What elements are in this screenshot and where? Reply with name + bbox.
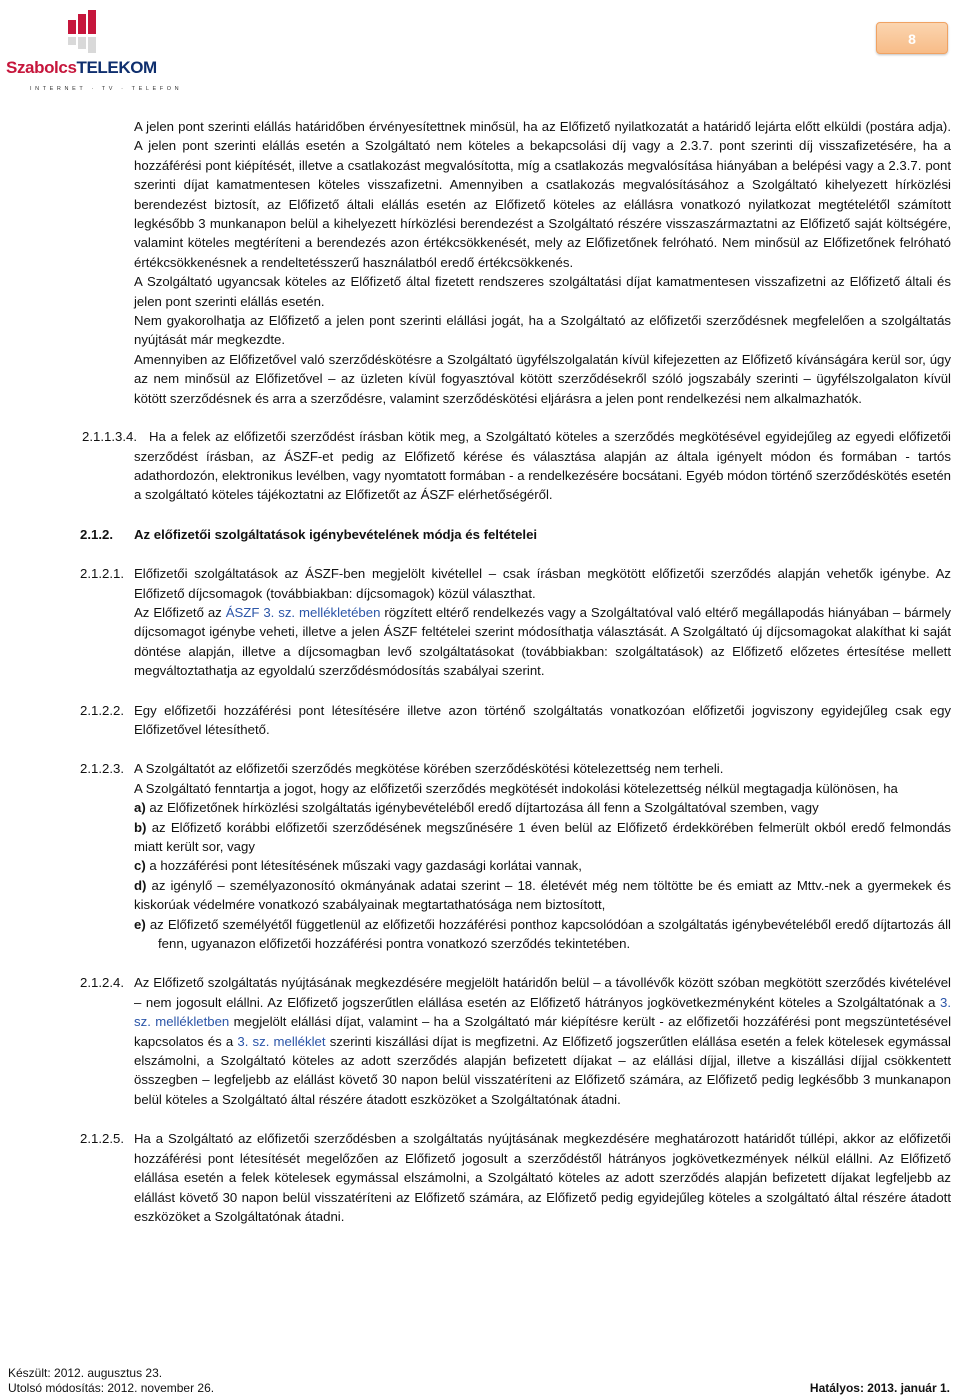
footer-effective: Hatályos: 2013. január 1. xyxy=(809,1381,950,1395)
section-text: Egy előfizetői hozzáférési pont létesítésére illetve azon történő szolgáltatás vonatkozóan előfizetői jogviszony egyidejűleg csak egy Előfizetővel létesíthető. xyxy=(134,702,951,737)
section-2-1-2-1 xyxy=(80,564,951,680)
intro-paragraph-1: A jelen pont szerinti elállás határidőben érvényesítettnek minősül, ha az Előfizető nyilatkozatát a határidő lejárta előtt elküldi (postára adja). A jelen pont szerinti elállás esetén a Szolgáltató nem köteles a bekapcsolási díj vagy a 2.3.7. pont szerinti díj visszafizetésére, ha a hozzáférési pont kiépítését, illetve a csatlakozást megvalósította, míg a csatlakozás megvalósítása hiányában a belépési vagy a 2.3.7. pont szerinti díjat kamatmentesen köteles visszafizetni. Amennyiben a csatlakozás megvalósításához a Szolgáltató kihelyezett hírközlési berendezést biztosít, az Előfizető általi elállás esetén az Előfizető köteles az elállásra vonatkozó nyilatkozat megtételétől számított legkésőbb 3 munkanapon belül a kihelyezett hírközlési berendezést a Szolgáltató részére visszaszármaztatni az Előfizető saját költségére, valamint köteles megtéríteni a berendezés azon értékcsökkenését, mely az Előfizetőnek felróható. Nem minősül az Előfizetőnek felróható értékcsökkenésnek a rendeltetésszerű használatból eredő értékcsökkenés. xyxy=(134,119,951,270)
logo-wordmark: SzabolcsTELEKOM xyxy=(6,58,157,77)
annex-3-link-2[interactable]: 3. sz. melléklet xyxy=(237,1033,326,1049)
document-body xyxy=(80,117,951,1226)
footer-created: Készült: 2012. augusztus 23. xyxy=(8,1366,163,1380)
section-number: 2.1.2. xyxy=(80,526,113,542)
section-intro: A Szolgáltató fenntartja a jogot, hogy az előfizetői szerződés megkötését indokolási kötelezettség nélkül megtagadja különösen, ha xyxy=(134,780,898,796)
section-text: Ha a felek az előfizetői szerződést írásban kötik meg, a Szolgáltató köteles a szerződés megkötésével egyidejűleg az egyedi előfizetői szerződést írásban, az ÁSZF-et pedig az Előfizető kérése és választása alapján az általa igényelt módon és formában - tartós adathordozón, elektronikus levélben, vagy nyomtatott formában - a rendelkezésére bocsátani. Egyéb módon történő szerződéskötés esetén a szolgáltató köteles tájékoztatni az Előfizetőt az ÁSZF elérhetőségéről. xyxy=(134,429,951,503)
list-item-d: d) az igénylő – személyazonosító okmányának adatai szerint – 18. életévét még nem töltötte be és emiatt az Mttv.-nek a gyermekek és kiskorúak védelmére vonatkozó szabályainak megtartathatósága nem biztosított, xyxy=(134,877,951,913)
section-2-1-2-3 xyxy=(80,759,951,953)
section-text: Az Előfizető szolgáltatás nyújtásának megkezdésére megjelölt határidőn belül – a távollévők között szóban megkötött szerződés kivételével – nem jogosult elállni. Az Előfizető jogszerűtlen elállása esetén az Előfizető hátrányos jogkövetkezményként köteles a Szolgáltatónak a 3. sz. mellékletben megjelölt elállási díjat, valamint – ha a Szolgáltató már kiépítésre került - az előfizetői hozzáférési pont megszüntetésével kapcsolatos és a 3. sz. melléklet szerinti kiszállási díjat is megfizetni. Az Előfizető jogszerűtlen elállása esetén a felek kötelesek egymással elszámolni, a Szolgáltató köteles az adott szerződés alapján befizetett díjakat – az elállási díjjal, illetve a kiszállási díjjal csökkentett összegben – legfeljebb az elállást követő 30 napon belül visszatéríteni az Előfizető számára, az Előfizető pedig legkésőbb 3 munkanapon belül köteles a Szolgáltató által részére átadott eszközöket a Szolgáltatónak átadni. xyxy=(134,975,951,1107)
intro-paragraph-4: Amennyiben az Előfizetővel való szerződéskötésre a Szolgáltató ügyfélszolgalatán kívül kifejezetten az Előfizető kívánságára kerül sor, úgy az nem minősül az Előfizetővel – az üzleten kívül fogyasztóval kötött szerződésekről szóló jogszabály szerinti – ügyfélszolgalaton kívül kötött szerződésnek és arra a szerződésre, valamint szerződéskötési eljárásra a jelen pont rendelkezési nem alkalmazhatók. xyxy=(134,351,951,406)
list-item-a: a) az Előfizetőnek hírközlési szolgáltatás igénybevételéből eredő díjtartozása áll fenn a Szolgáltatóval szemben, vagy xyxy=(134,800,819,816)
section-number: 2.1.2.3. xyxy=(80,761,124,777)
list-item-e: e) az Előfizető személyétől függetlenül az előfizetői hozzáférési ponthoz kapcsolódóan a szolgáltatás igénybevételéből eredő díjtartozás áll fenn, ugyanazon előfizetői hozzáférési pontra vonatkozó szerződés tekintetében. xyxy=(134,916,951,952)
section-2-1-2-4 xyxy=(80,973,951,1109)
aszf-annex-link[interactable]: ÁSZF 3. sz. mellékletében xyxy=(225,604,381,620)
section-number: 2.1.2.5. xyxy=(80,1131,124,1147)
footer-dates xyxy=(8,1366,214,1396)
intro-paragraph-2: A Szolgáltató ugyancsak köteles az Előfizető által fizetett rendszeres szolgáltatási díjat kamatmentesen visszafizetni az Előfizető általi és jelen pont szerinti elállás esetén. xyxy=(134,274,951,309)
section-text: Ha a Szolgáltató az előfizetői szerződésben a szolgáltatás nyújtásának megkezdésére meghatározott határidőt túllépi, akkor az előfizetői hozzáférési pont létesítését megelőzően az Előfizető jogosult a szerződéstől hátrányos jogkövetkezmények nélkül elállni. Az Előfizető elállása esetén a felek kötelesek egymással elszámolni, a Szolgáltató köteles az adott szerződés alapján befizetett díjakat legfeljebb az elállást követő 30 napon belül visszatéríteni az Előfizető számára, az Előfizető pedig egyidejűleg köteles a szolgáltató által részére átadott eszközöket a Szolgáltatónak átadni. xyxy=(134,1131,951,1224)
section-number: 2.1.1.3.4. xyxy=(82,429,137,445)
section-2-1-1-3-4 xyxy=(82,427,951,505)
company-logo xyxy=(6,8,186,92)
section-text: Előfizetői szolgáltatások az ÁSZF-ben megjelölt kivétellel – csak írásban megkötött előfizetői szerződés alapján vehetők igénybe. Az Előfizető díjcsomagok (továbbiakban: díjcsomagok) közül választhat. xyxy=(134,566,951,601)
list-item-c: c) a hozzáférési pont létesítésének műszaki vagy gazdasági korlátai vannak, xyxy=(134,858,582,874)
section-title: Az előfizetői szolgáltatások igénybevételének módja és feltételei xyxy=(134,526,538,542)
section-text: A Szolgáltatót az előfizetői szerződés megkötése körében szerződéskötési kötelezettség nem terheli. xyxy=(134,761,724,777)
page-number-badge: 8 xyxy=(876,22,948,54)
logo-tagline: INTERNET · TV · TELEFON xyxy=(30,86,183,92)
section-2-1-2-2 xyxy=(80,701,951,740)
section-2-1-2-heading xyxy=(80,525,951,544)
footer-modified: Utolsó módosítás: 2012. november 26. xyxy=(8,1381,215,1395)
section-number: 2.1.2.2. xyxy=(80,702,124,718)
section-number: 2.1.2.4. xyxy=(80,975,124,991)
section-2-1-2-5 xyxy=(80,1129,951,1226)
annex-3-link[interactable]: 3. sz. mellékletben xyxy=(134,994,951,1030)
section-text-2: Az Előfizető az ÁSZF 3. sz. mellékletében rögzített eltérő rendelkezés vagy a Szolgáltatóval való eltérő megállapodás hiányában – bármely díjcsomagot igénybe veheti, illetve a jelen ÁSZF feltételei szerint módosíthatja választását. A Szolgáltató új díjcsomagokat alakíthat ki saját döntése alapján, illetve a díjcsomagban levő szolgáltatásokat (továbbiakban: szolgáltatások) az Előfizető előzetes értesítése mellett megváltoztathatja az egyoldalú szerződésmódosítás szabályai szerint. xyxy=(134,604,951,679)
list-item-b: b) az Előfizető korábbi előfizetői szerződésének megszűnésére 1 éven belül az Előfizető érdekkörében felmerült okból eredő felmondás miatt került sor, vagy xyxy=(134,819,951,854)
intro-paragraph-3: Nem gyakorolhatja az Előfizető a jelen pont szerinti elállási jogát, ha a Szolgáltató az előfizetői szerződésnek megfelelően a szolgáltatás nyújtását már megkezdte. xyxy=(134,313,951,348)
section-number: 2.1.2.1. xyxy=(80,566,124,582)
logo-mark-icon xyxy=(68,10,118,58)
